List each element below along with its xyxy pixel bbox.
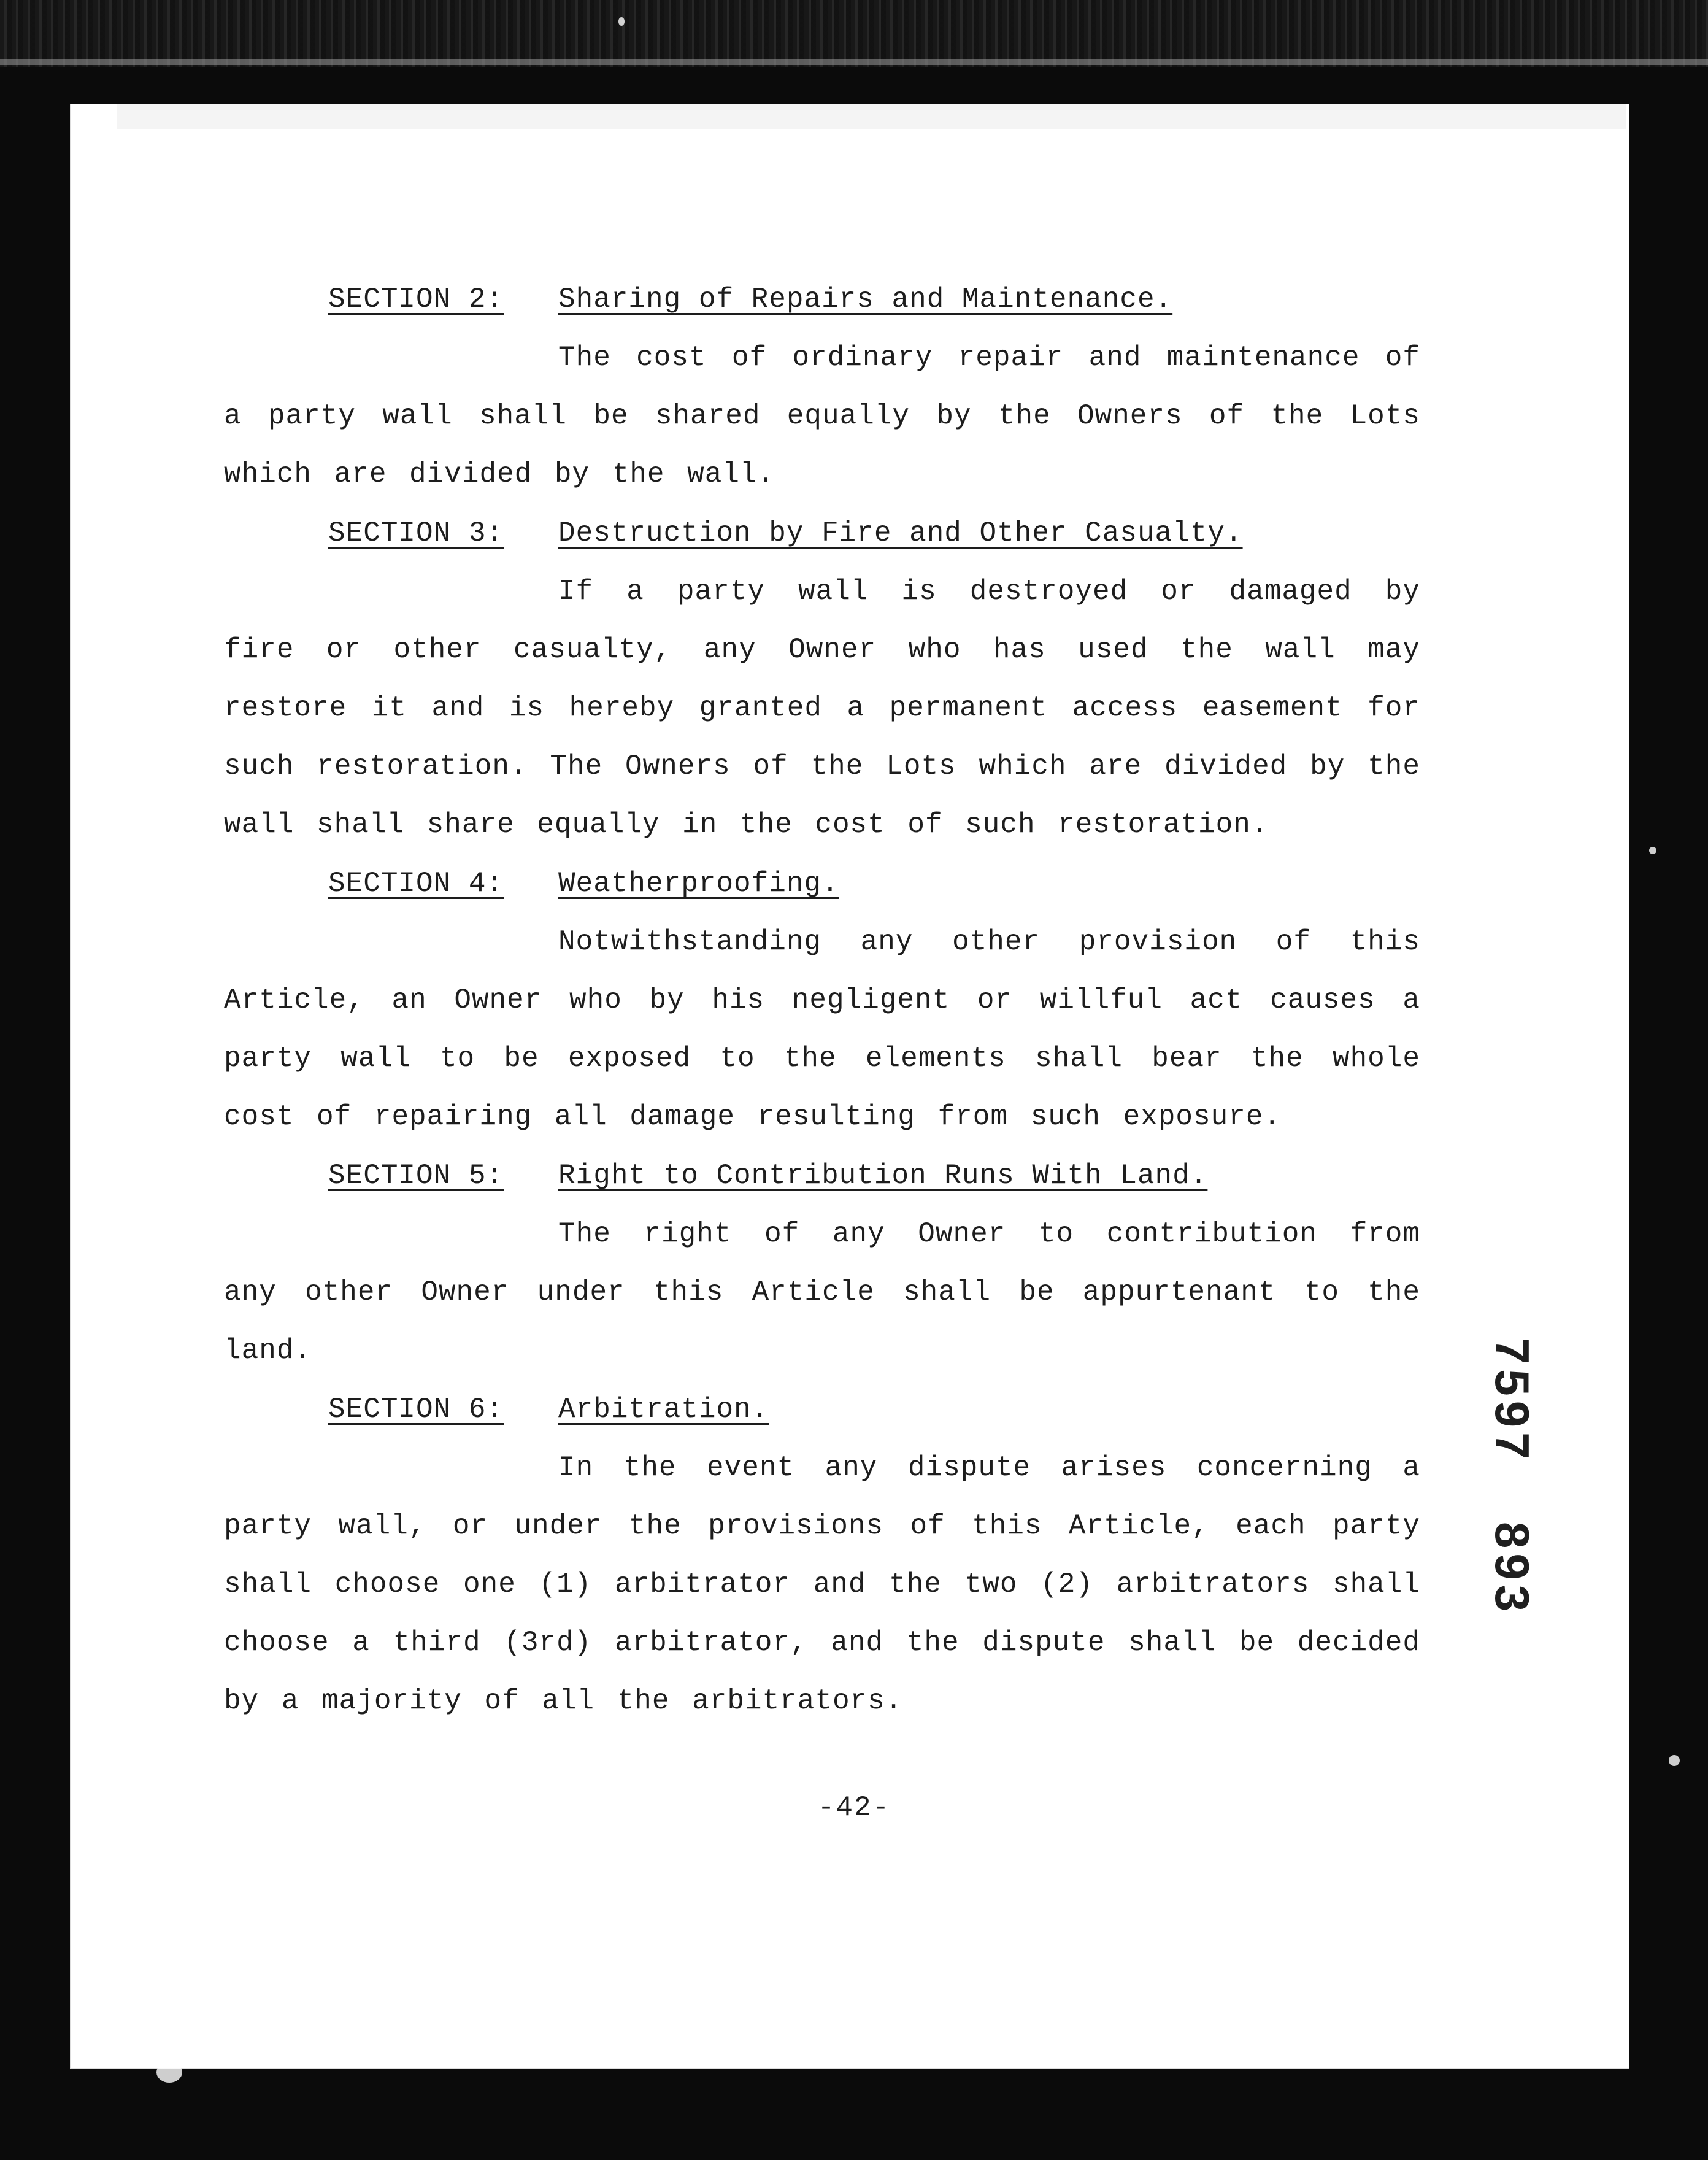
stamp-book-number: 7597 xyxy=(1485,1338,1539,1464)
section-2-title: Sharing of Repairs and Maintenance. xyxy=(558,284,1173,315)
section-6-title: Arbitration. xyxy=(558,1394,769,1425)
section-6-label: SECTION 6: xyxy=(328,1394,504,1425)
section-3-body: If a party wall is destroyed or damaged by fire or other casualty, any Owner who has used the wall may restore it and is hereby granted a permanent access easement for such restoration. The Owners of the Lots which are divided by the wall shall share equally in the cost of such restoration. xyxy=(224,576,1420,841)
section-2-heading xyxy=(224,270,1420,329)
paper-top-shade xyxy=(117,104,1626,129)
section-2-body: The cost of ordinary repair and maintenance of a party wall shall be shared equally by the Owners of the Lots which are divided by the wall. xyxy=(224,342,1420,490)
scan-speck xyxy=(1669,1755,1680,1766)
scan-top-edge xyxy=(0,59,1708,65)
section-3-heading xyxy=(224,504,1420,563)
section-3-title: Destruction by Fire and Other Casualty. xyxy=(558,517,1243,549)
section-4-label: SECTION 4: xyxy=(328,868,504,900)
document-body xyxy=(224,270,1420,1730)
scan-speck xyxy=(156,2062,182,2083)
scan-speck xyxy=(1649,847,1656,854)
stamp-page-number: 893 xyxy=(1485,1522,1539,1617)
section-6-heading xyxy=(224,1380,1420,1439)
recording-stamp xyxy=(1460,1338,1546,1620)
scan-speck xyxy=(618,17,625,26)
section-5-title: Right to Contribution Runs With Land. xyxy=(558,1160,1208,1192)
section-4-body: Notwithstanding any other provision of this Article, an Owner who by his negligent or willful act causes a party wall to be exposed to the elements shall bear the whole cost of repairing all damage resulting from such exposure. xyxy=(224,926,1420,1133)
section-5-heading xyxy=(224,1146,1420,1205)
page-number: -42- xyxy=(817,1792,891,1824)
section-4-heading xyxy=(224,854,1420,913)
section-6-body: In the event any dispute arises concerning a party wall, or under the provisions of this Article, each party shall choose one (1) arbitrator and the two (2) arbitrators shall choose a third (3rd) arbitrator, and the dispute shall be decided by a majority of all the arbitrators. xyxy=(224,1452,1420,1717)
scan-speck xyxy=(1620,1933,1629,1946)
section-2-label: SECTION 2: xyxy=(328,284,504,315)
scan-top-band xyxy=(0,0,1708,68)
section-3-label: SECTION 3: xyxy=(328,517,504,549)
section-5-label: SECTION 5: xyxy=(328,1160,504,1192)
section-4-title: Weatherproofing. xyxy=(558,868,839,900)
section-5-body: The right of any Owner to contribution from any other Owner under this Article shall be appurtenant to the land. xyxy=(224,1218,1420,1367)
